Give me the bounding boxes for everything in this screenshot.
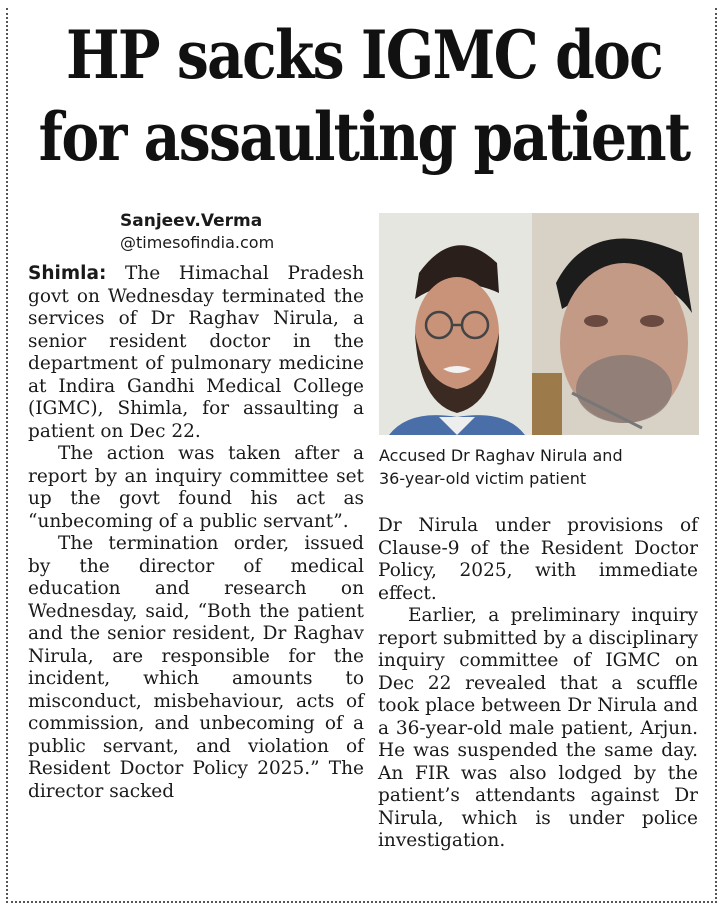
article-column-2 (378, 515, 698, 853)
byline-author: Sanjeev.Verma (120, 211, 263, 231)
dateline: Shimla: (28, 263, 107, 284)
article-paragraph-4: Earlier, a preliminary inquiry report submitted by a disciplinary inquiry committee of IGMC on Dec 22 revealed that a scuffle took place between Dr Nirula and a 36-year-old male patient, Arjun. He was suspended the same day. An FIR was also lodged by the patient’s attendants against Dr Nirula, which is under police investigation. (378, 605, 698, 851)
left-dotted-border (6, 8, 8, 899)
right-dotted-border (715, 8, 717, 899)
byline (120, 210, 274, 254)
article-paragraph-3-continued: Dr Nirula under provisions of Clause-9 of the Resident Doctor Policy, 2025, with immediate effect. (378, 515, 698, 604)
article-column-1 (28, 263, 364, 803)
photo-caption-line-2: 36-year-old victim patient (379, 469, 587, 488)
bottom-dotted-border (6, 901, 717, 903)
article-paragraph-2: The action was taken after a report by an inquiry committee set up the govt found his act as “unbecoming of a public servant”. (28, 443, 364, 532)
article-paragraph-1-text: The Himachal Pradesh govt on Wednesday terminated the services of Dr Raghav Nirula, a senior resident doctor in the department of pulmonary medicine at Indira Gandhi Medical College (IGMC), Shimla, for assaulting a patient on Dec 22. (28, 263, 364, 442)
photo-caption-line-1: Accused Dr Raghav Nirula and (379, 446, 623, 465)
headline-line-1: HP sacks IGMC doc (65, 16, 663, 94)
photo-victim-patient (532, 213, 699, 435)
news-photo (379, 213, 699, 435)
headline-line-2: for assaulting patient (38, 98, 690, 176)
headline (20, 14, 708, 178)
byline-email: @timesofindia.com (120, 233, 275, 252)
accused-doctor-portrait (379, 213, 532, 435)
article-paragraph-1 (28, 263, 364, 443)
photo-accused-doctor (379, 213, 532, 435)
victim-patient-portrait (532, 213, 699, 435)
photo-caption (379, 444, 699, 490)
article-paragraph-3: The termination order, issued by the director of medical education and research on Wednesday, said, “Both the patient and the senior resident, Dr Raghav Nirula, are responsible for the incident, which amounts to misconduct, misbehaviour, acts of commission, and unbecoming of a public servant, and violation of Resident Doctor Policy 2025.” The director sacked (28, 533, 364, 802)
